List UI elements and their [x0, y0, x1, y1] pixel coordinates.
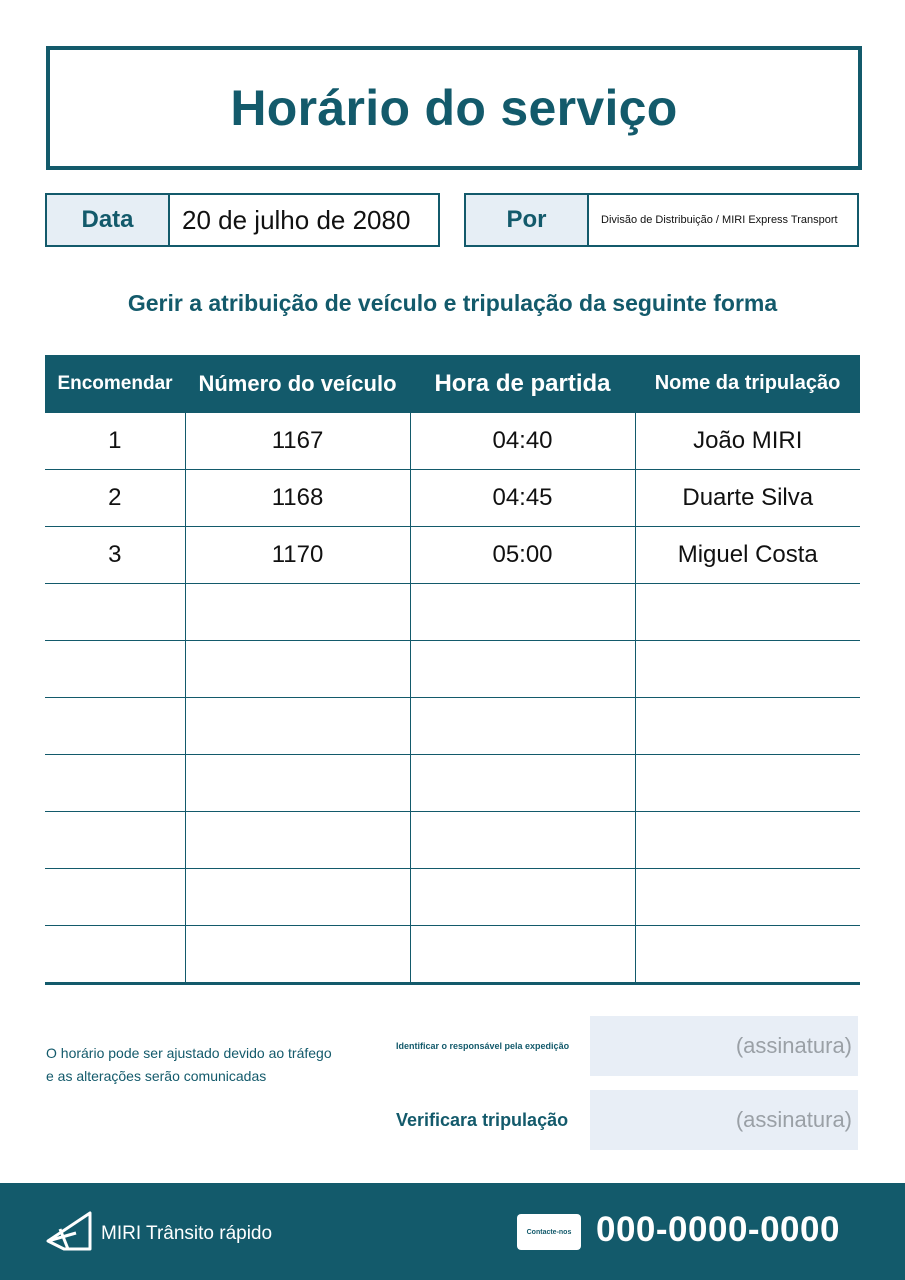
cell-order — [45, 584, 185, 641]
brand-name: MIRI Trânsito rápido — [101, 1223, 273, 1244]
cell-crew-name — [635, 869, 860, 926]
cell-crew-name: Duarte Silva — [635, 470, 860, 527]
cell-crew-name — [635, 698, 860, 755]
cell-vehicle-number: 1167 — [185, 413, 410, 470]
date-value: 20 de julho de 2080 — [182, 204, 411, 235]
cell-crew-name: João MIRI — [635, 413, 860, 470]
cell-crew-name: Miguel Costa — [635, 527, 860, 584]
cell-crew-name — [635, 641, 860, 698]
table-header-row — [45, 355, 860, 413]
table-row — [45, 470, 860, 527]
cell-order — [45, 812, 185, 869]
crew-signature-field[interactable]: (assinatura) — [590, 1090, 858, 1150]
cell-departure-time — [410, 926, 635, 984]
cell-order: 2 — [45, 470, 185, 527]
cell-crew-name — [635, 926, 860, 984]
cell-departure-time — [410, 698, 635, 755]
table-row — [45, 641, 860, 698]
cell-order — [45, 698, 185, 755]
note-line-2: e as alterações serão comunicadas — [46, 1068, 267, 1084]
author-label: Por — [466, 195, 589, 245]
table-row — [45, 812, 860, 869]
header-vehicle-number: Número do veículo — [185, 355, 410, 413]
brand-logo-icon — [46, 1211, 92, 1251]
cell-order — [45, 869, 185, 926]
cell-crew-name — [635, 755, 860, 812]
table-row — [45, 584, 860, 641]
cell-vehicle-number — [185, 869, 410, 926]
header-order: Encomendar — [45, 355, 185, 413]
cell-order: 1 — [45, 413, 185, 470]
header-crew-name: Nome da tripulação — [635, 355, 860, 413]
table-row — [45, 413, 860, 470]
cell-vehicle-number — [185, 698, 410, 755]
cell-departure-time: 04:45 — [410, 470, 635, 527]
cell-order — [45, 926, 185, 984]
schedule-note — [46, 1042, 332, 1088]
cell-crew-name — [635, 584, 860, 641]
cell-vehicle-number: 1168 — [185, 470, 410, 527]
dispatcher-signature-label: Identificar o responsável pela expedição — [396, 1041, 570, 1051]
crew-signature-label: Verificara tripulação — [396, 1110, 569, 1130]
title-box — [46, 46, 862, 170]
cell-departure-time — [410, 584, 635, 641]
date-field — [45, 193, 440, 247]
table-row — [45, 698, 860, 755]
date-label: Data — [47, 195, 170, 245]
cell-vehicle-number — [185, 926, 410, 984]
table-row — [45, 869, 860, 926]
cell-crew-name — [635, 812, 860, 869]
cell-departure-time — [410, 755, 635, 812]
schedule-table — [45, 355, 860, 985]
dispatcher-signature-field[interactable]: (assinatura) — [590, 1016, 858, 1076]
phone-number: 000-0000-0000 — [596, 1210, 840, 1249]
note-line-1: O horário pode ser ajustado devido ao tráfego — [46, 1045, 332, 1061]
contact-button[interactable]: Contacte-nos — [517, 1214, 581, 1250]
cell-departure-time — [410, 812, 635, 869]
cell-departure-time — [410, 869, 635, 926]
table-row — [45, 755, 860, 812]
footer — [0, 1183, 905, 1280]
cell-vehicle-number — [185, 755, 410, 812]
author-value: Divisão de Distribuição / MIRI Express Transport — [601, 214, 838, 226]
cell-departure-time — [410, 641, 635, 698]
cell-vehicle-number — [185, 584, 410, 641]
header-departure-time: Hora de partida — [410, 355, 635, 413]
page-title: Horário do serviço — [230, 80, 678, 136]
cell-departure-time: 04:40 — [410, 413, 635, 470]
author-field — [464, 193, 859, 247]
cell-order: 3 — [45, 527, 185, 584]
cell-departure-time: 05:00 — [410, 527, 635, 584]
cell-vehicle-number: 1170 — [185, 527, 410, 584]
table-row — [45, 926, 860, 984]
cell-vehicle-number — [185, 641, 410, 698]
cell-order — [45, 755, 185, 812]
section-subtitle: Gerir a atribuição de veículo e tripulação da seguinte forma — [127, 290, 778, 316]
cell-vehicle-number — [185, 812, 410, 869]
cell-order — [45, 641, 185, 698]
table-row — [45, 527, 860, 584]
